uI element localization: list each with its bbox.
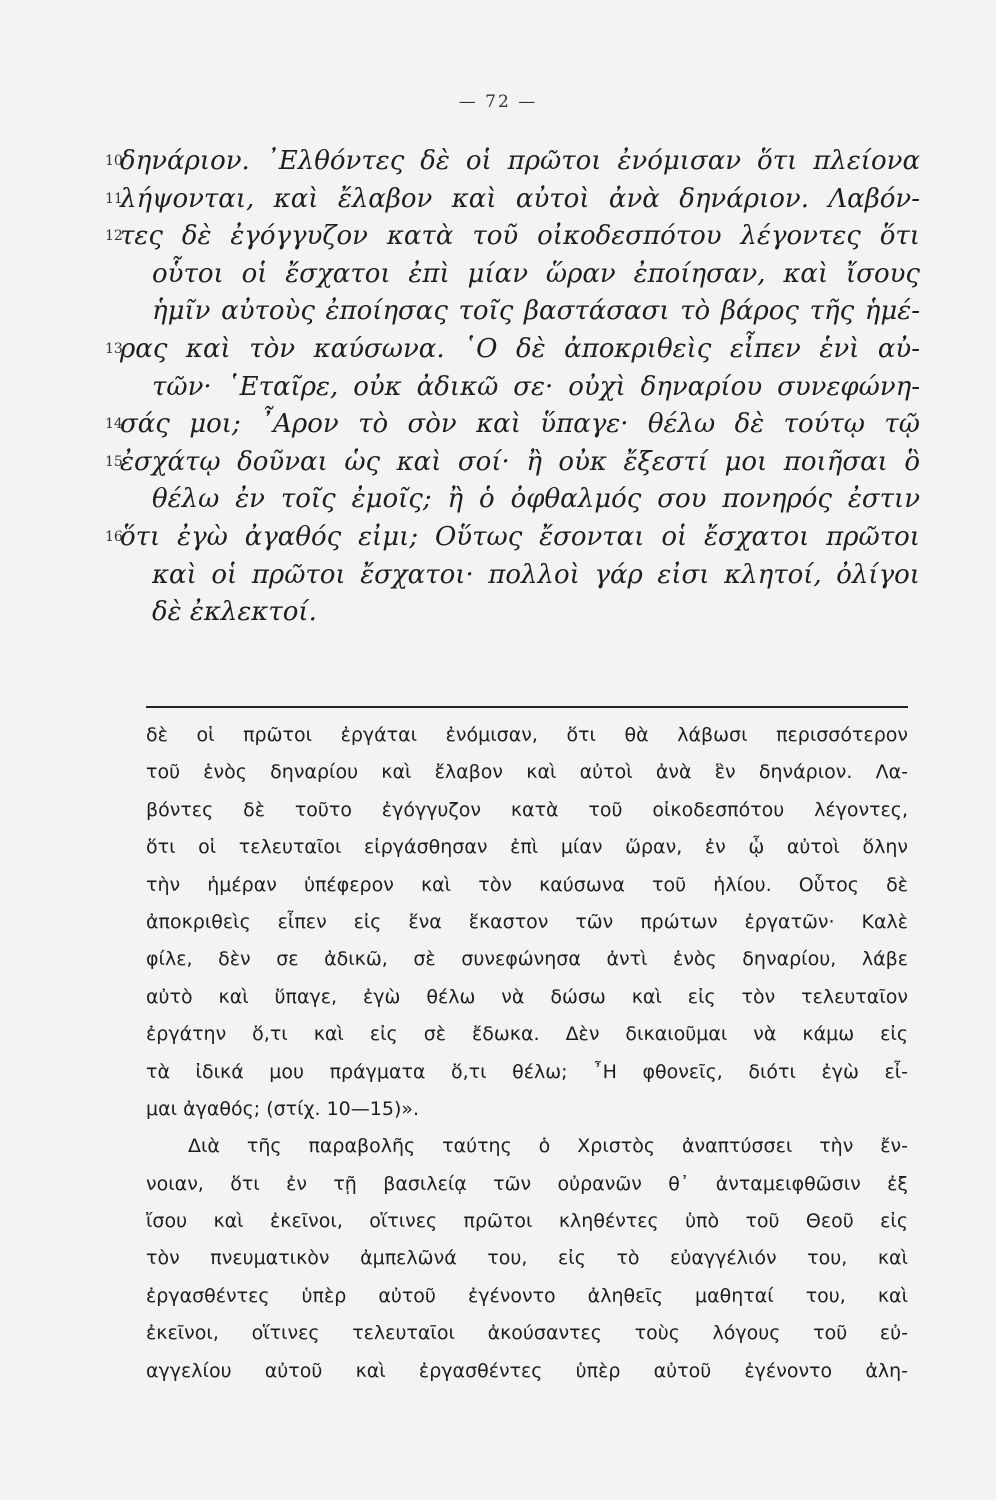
scripture-line: δὲ ἐκλεκτοί. xyxy=(152,597,317,628)
commentary-line: ἐργασθέντες ὑπὲρ αὐτοῦ ἐγένοντο ἀληθεῖς μαθηταί του, καὶ xyxy=(146,1284,908,1307)
scripture-line: 14 σάς μοι; ῏Αρον τὸ σὸν καὶ ὕπαγε· θέλω δὲ τούτῳ τῷ xyxy=(120,406,920,444)
commentary-line: φίλε, δὲν σε ἀδικῶ, σὲ συνεφώνησα ἀντὶ ἑνὸς δηναρίου, λάβε xyxy=(146,948,908,971)
verse-number: 16 xyxy=(105,528,123,545)
commentary-line: τὴν ἡμέραν ὑπέφερον καὶ τὸν καύσωνα τοῦ ἡλίου. Οὗτος δὲ xyxy=(146,873,908,896)
page-number: — 72 — xyxy=(458,92,538,112)
commentary-line: ἐκεῖνοι, οἵτινες τελευταῖοι ἀκούσαντες τοὺς λόγους τοῦ εὐ- xyxy=(146,1322,908,1345)
commentary-line: τὸν πνευματικὸν ἀμπελῶνά του, εἰς τὸ εὐαγγέλιόν του, καὶ xyxy=(146,1247,908,1270)
scripture-line: 16 ὅτι ἐγὼ ἀγαθός εἰμι; Οὕτως ἔσονται οἱ ἔσχατοι πρῶτοι xyxy=(120,519,920,557)
verse-number: 11 xyxy=(105,190,123,207)
commentary-line: τὰ ἰδικά μου πράγματα ὅ,τι θέλω; ῏Η φθονεῖς, διότι ἐγὼ εἶ- xyxy=(146,1060,908,1083)
scripture-line: 15 ἐσχάτῳ δοῦναι ὡς καὶ σοί· ἢ οὐκ ἔξεστί μοι ποιῆσαι ὃ xyxy=(120,444,920,482)
commentary-line: ἴσου καὶ ἐκεῖνοι, οἵτινες πρῶτοι κληθέντες ὑπὸ τοῦ Θεοῦ εἰς xyxy=(146,1210,908,1233)
scripture-line: 11 λήψονται, καὶ ἔλαβον καὶ αὐτοὶ ἀνὰ δηνάριον. Λαβόν- xyxy=(120,181,920,219)
commentary-text xyxy=(146,717,908,1390)
verse-number: 10 xyxy=(105,153,123,169)
scripture-line: θέλω ἐν τοῖς ἐμοῖς; ἢ ὁ ὀφθαλμός σου πονηρός ἐστιν xyxy=(152,484,920,515)
commentary-line: μαι ἀγαθός; (στίχ. 10—15)». xyxy=(146,1097,420,1120)
commentary-line: τοῦ ἑνὸς δηναρίου καὶ ἔλαβον καὶ αὐτοὶ ἀνὰ ἓν δηνάριον. Λα- xyxy=(146,761,908,784)
scripture-line: 13 ρας καὶ τὸν καύσωνα. ῾Ο δὲ ἀποκριθεὶς εἶπεν ἑνὶ αὐ- xyxy=(120,331,920,369)
section-divider xyxy=(146,706,908,708)
verse-number: 15 xyxy=(105,453,123,470)
commentary-line: βόντες δὲ τοῦτο ἐγόγγυζον κατὰ τοῦ οἰκοδεσπότου λέγοντες, xyxy=(146,798,908,821)
commentary-line: ἀποκριθεὶς εἶπεν εἰς ἕνα ἕκαστον τῶν πρώτων ἐργατῶν· Καλὲ xyxy=(146,910,908,933)
commentary-line: Διὰ τῆς παραβολῆς ταύτης ὁ Χριστὸς ἀναπτύσσει τὴν ἔν- xyxy=(188,1135,908,1158)
commentary-line: νοιαν, ὅτι ἐν τῇ βασιλείᾳ τῶν οὐρανῶν θ᾿ ἀνταμειφθῶσιν ἐξ xyxy=(146,1172,908,1195)
scripture-line: 12 τες δὲ ἐγόγγυζον κατὰ τοῦ οἰκοδεσπότου λέγοντες ὅτι xyxy=(120,218,920,256)
scripture-line: τῶν· ῾Εταῖρε, οὐκ ἀδικῶ σε· οὐχὶ δηναρίου συνεφώνη- xyxy=(152,371,920,402)
commentary-line: αὐτὸ καὶ ὕπαγε, ἐγὼ θέλω νὰ δώσω καὶ εἰς τὸν τελευταῖον xyxy=(146,985,908,1008)
scripture-line: 10 δηνάριον. ᾿Ελθόντες δὲ οἱ πρῶτοι ἐνόμισαν ὅτι πλείονα xyxy=(120,143,920,181)
commentary-line: ἐργάτην ὅ,τι καὶ εἰς σὲ ἔδωκα. Δὲν δικαιοῦμαι νὰ κάμω εἰς xyxy=(146,1023,908,1046)
verse-number: 14 xyxy=(105,416,123,433)
scripture-text xyxy=(105,143,920,632)
scripture-line: οὗτοι οἱ ἔσχατοι ἐπὶ μίαν ὥραν ἐποίησαν, καὶ ἴσους xyxy=(152,258,920,289)
verse-number: 12 xyxy=(105,228,123,245)
scripture-line: ἡμῖν αὐτοὺς ἐποίησας τοῖς βαστάσασι τὸ βάρος τῆς ἡμέ- xyxy=(152,296,920,327)
commentary-line: ὅτι οἱ τελευταῖοι εἰργάσθησαν ἐπὶ μίαν ὥραν, ἐν ᾧ αὐτοὶ ὅλην xyxy=(146,836,908,859)
commentary-line: αγγελίου αὐτοῦ καὶ ἐργασθέντες ὑπὲρ αὐτοῦ ἐγένοντο ἀλη- xyxy=(146,1359,908,1382)
commentary-line: δὲ οἱ πρῶτοι ἐργάται ἐνόμισαν, ὅτι θὰ λάβωσι περισσότερον xyxy=(146,724,908,746)
verse-number: 13 xyxy=(105,340,123,357)
scripture-line: καὶ οἱ πρῶτοι ἔσχατοι· πολλοὶ γάρ εἰσι κλητοί, ὀλίγοι xyxy=(152,559,920,590)
